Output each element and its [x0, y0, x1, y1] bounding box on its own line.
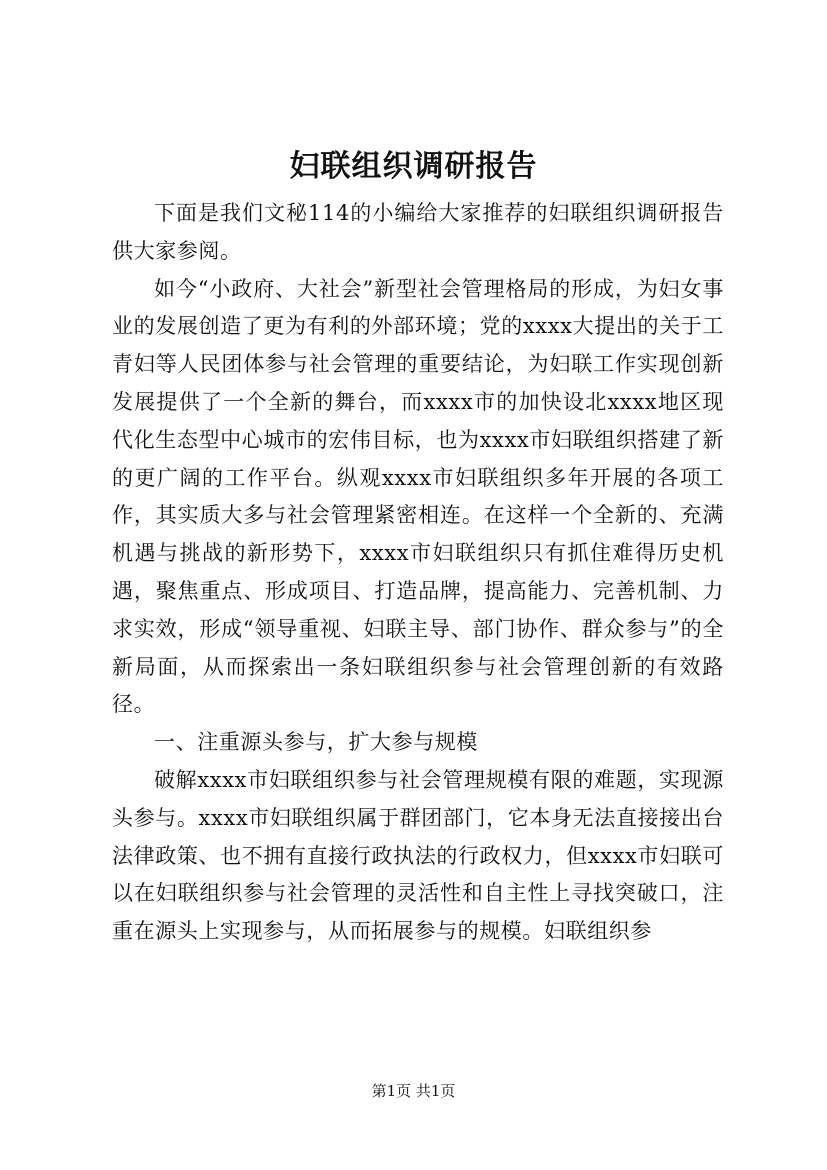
section-paragraph: 破解xxxx市妇联组织参与社会管理规模有限的难题，实现源头参与。xxxx市妇联组织属于群团部门，它本身无法直接接出台法律政策、也不拥有直接行政执法的行政权力，但xxxx市妇联可以在妇联组织参与社会管理的灵活性和自主性上寻找突破口，注重在源头上实现参与，从而拓展参与的规模。妇联组织参 [112, 767, 724, 944]
context-paragraph: 如今“小政府、大社会”新型社会管理格局的形成，为妇女事业的发展创造了更为有利的外部环境；党的xxxx大提出的关于工青妇等人民团体参与社会管理的重要结论，为妇联工作实现创新发展提供了一个全新的舞台，而xxxx市的加快设北xxxx地区现代化生态型中心城市的宏伟目标，也为xxxx市妇联组织搭建了新的更广阔的工作平台。纵观xxxx市妇联组织多年开展的各项工作，其实质大多与社会管理紧密相连。在这样一个全新的、充满机遇与挑战的新形势下，xxxx市妇联组织只有抓住难得历史机遇，聚焦重点、形成项目、打造品牌，提高能力、完善机制、力求实效，形成“领导重视、妇联主导、部门协作、群众参与”的全新局面，从而探索出一条妇联组织参与社会管理创新的有效路径。 [112, 276, 724, 717]
intro-paragraph: 下面是我们文秘114的小编给大家推荐的妇联组织调研报告供大家参阅。 [112, 201, 724, 263]
document-body [112, 195, 724, 951]
section-heading: 一、注重源头参与，扩大参与规模 [154, 730, 478, 755]
document-title: 妇联组织调研报告 [289, 149, 538, 184]
page-footer: 第1页 共1页 [371, 1082, 456, 1100]
